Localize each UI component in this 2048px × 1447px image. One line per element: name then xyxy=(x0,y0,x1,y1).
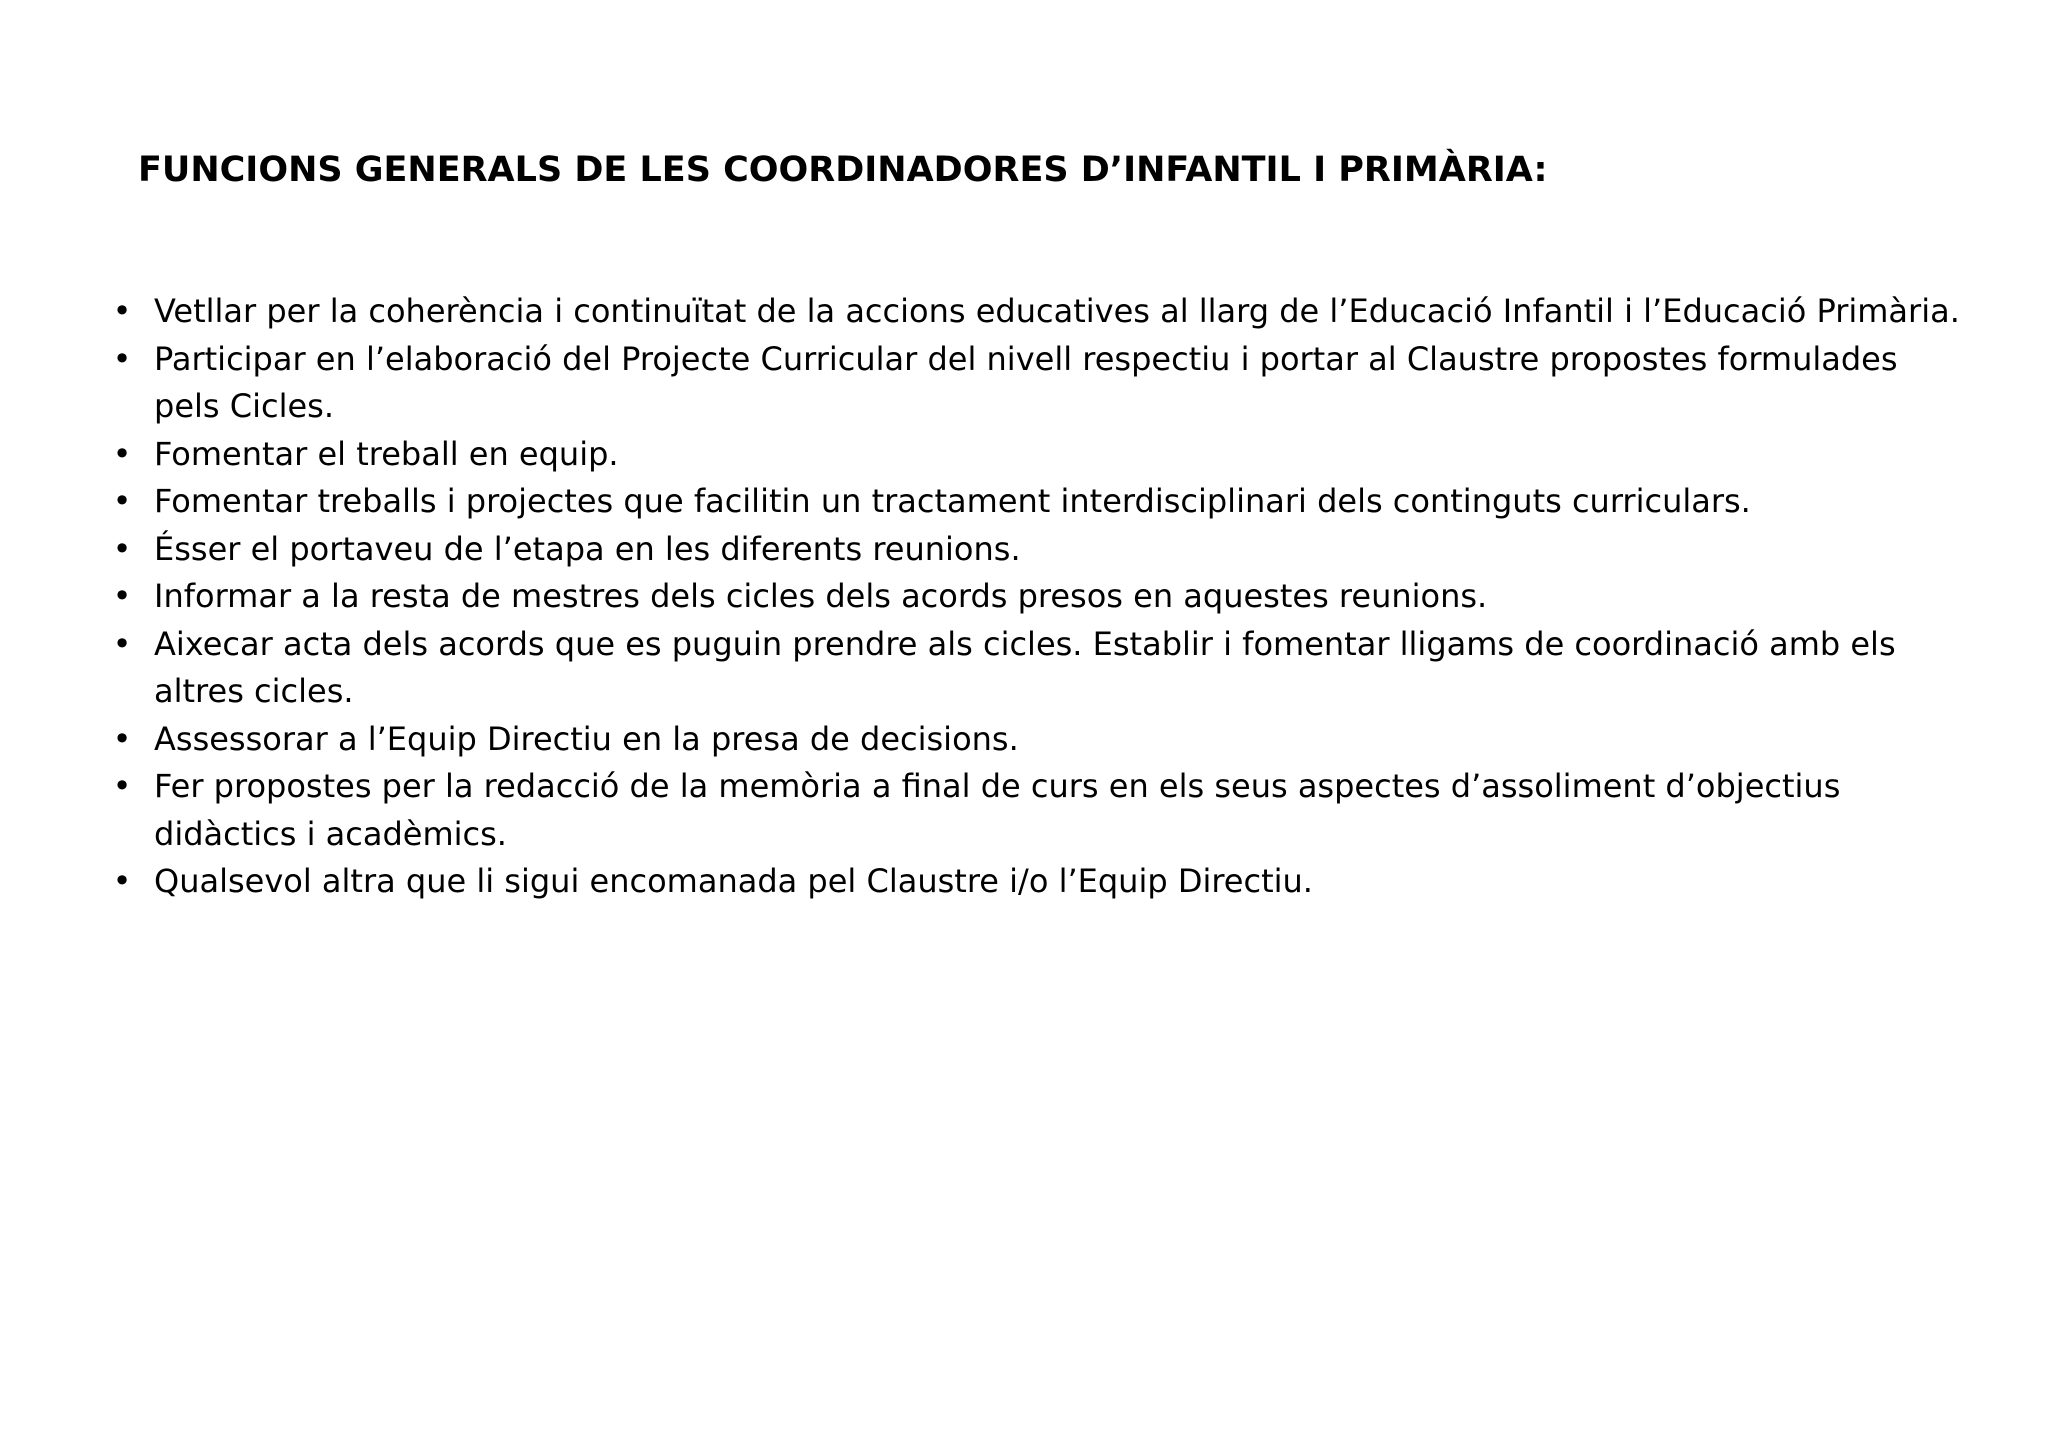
list-item-text: Vetllar per la coherència i continuïtat de la accions educatives al llarg de l’Educació Infantil i l’Educació Primària. xyxy=(154,292,1960,330)
list-item xyxy=(110,716,1960,764)
bullet-icon: • xyxy=(112,434,132,473)
bullet-icon: • xyxy=(112,624,132,663)
list-item-text: Ésser el portaveu de l’etapa en les diferents reunions. xyxy=(154,529,1021,568)
list-item xyxy=(110,763,1960,858)
functions-list xyxy=(110,288,1960,906)
list-item-text: Assessorar a l’Equip Directiu en la presa de decisions. xyxy=(154,719,1019,758)
list-item-text: Informar a la resta de mestres dels cicles dels acords presos en aquestes reunions. xyxy=(154,577,1488,615)
list-item-text: Participar en l’elaboració del Projecte Curricular del nivell respectiu i portar al Claustre propostes formulades pels Cicles. xyxy=(154,339,1898,425)
bullet-icon: • xyxy=(112,577,132,615)
bullet-icon: • xyxy=(112,767,132,805)
list-item-text: Aixecar acta dels acords que es puguin prendre als cicles. Establir i fomentar lligams de coordinació amb els altres cicles. xyxy=(154,624,1896,710)
list-item xyxy=(110,573,1960,621)
list-item-text: Qualsevol altra que li sigui encomanada pel Claustre i/o l’Equip Directiu. xyxy=(154,862,1313,900)
list-item xyxy=(110,431,1960,479)
list-item-text: Fer propostes per la redacció de la memòria a final de curs en els seus aspectes d’assoliment d’objectius didàctics i acadèmics. xyxy=(154,767,1841,853)
bullet-icon: • xyxy=(112,719,132,758)
list-item xyxy=(110,858,1960,906)
bullet-icon: • xyxy=(112,862,132,900)
list-item xyxy=(110,478,1960,526)
list-item-text: Fomentar el treball en equip. xyxy=(154,434,619,473)
bullet-icon: • xyxy=(112,339,132,378)
bullet-icon: • xyxy=(112,529,132,568)
list-item-text: Fomentar treballs i projectes que facilitin un tractament interdisciplinari dels continguts curriculars. xyxy=(154,482,1751,520)
list-item xyxy=(110,621,1960,716)
list-item xyxy=(110,526,1960,574)
list-item xyxy=(110,336,1960,431)
document-title: FUNCIONS GENERALS DE LES COORDINADORES D’INFANTIL I PRIMÀRIA: xyxy=(138,150,1548,190)
bullet-icon: • xyxy=(112,482,132,520)
bullet-icon: • xyxy=(112,292,132,330)
list-item xyxy=(110,288,1960,336)
